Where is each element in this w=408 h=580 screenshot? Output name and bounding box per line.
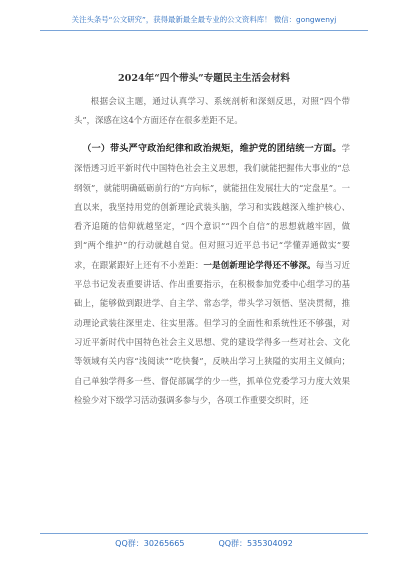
header-note: 关注头条号“公文研究”，获得最新最全最专业的公文资料库！ 微信：gongwenyj [71,15,337,24]
section-body-part-1: 学深悟透习近平新时代中国特色社会主义思想，我们就能把握伟大事业的“总纲领”，就能明确砥砺前行的“方向标”，就能扭住发展壮大的“定盘星”。一直以来，我坚持用党的创新理论武装头脑，学习和实践越深入维护核心、看齐追随的信仰就越坚定，“四个意识”“四个自信”的思想就越牢固，做到“两个维护”的行动就越自觉。但对照习近平总书记“学懂弄通做实”要求，在跟紧跟好上还有不小差距： [74,143,350,270]
document-title: 2024年“四个带头”专题民主生活会材料 [117,73,291,84]
section-paragraph [74,139,350,410]
footer-qq-group-2: QQ群：535304092 [218,539,293,548]
intro-paragraph [74,92,350,131]
section-heading: （一）带头严守政治纪律和政治规矩，维护党的团结统一方面。 [82,144,342,154]
section-emphasis: 一是创新理论学得还不够深。 [203,259,316,270]
header-divider [40,30,368,31]
footer-qq-group-1: QQ群：30265665 [115,539,185,548]
section-body-part-2: 每当习近平总书记发表重要讲话、作出重要指示，在积极参加党委中心组学习的基础上，能够做到跟进学、自主学、常态学，带头学习领悟、坚决贯彻，推动理论武装往深里走、往实里落。但学习的全面性和系统性还不够强，对习近平新时代中国特色社会主义思想、党的建设学得多一些对社会、文化等领域有关内容“浅阅读”“吃快餐”，反映出学习上狭隘的实用主义倾向；自己单独学得多一些、督促部属学的少一些，抓单位党委学习力度大效果检验少对下级学习活动强调多参与少，各项工作重要交织时，还 [74,259,351,405]
footer-divider [40,533,368,534]
footer-contacts [0,538,408,549]
intro-text: 根据会议主题，通过认真学习、系统剖析和深刻反思，对照“四个带头”，深感在这4个方面还存在很多差距不足。 [74,96,350,126]
